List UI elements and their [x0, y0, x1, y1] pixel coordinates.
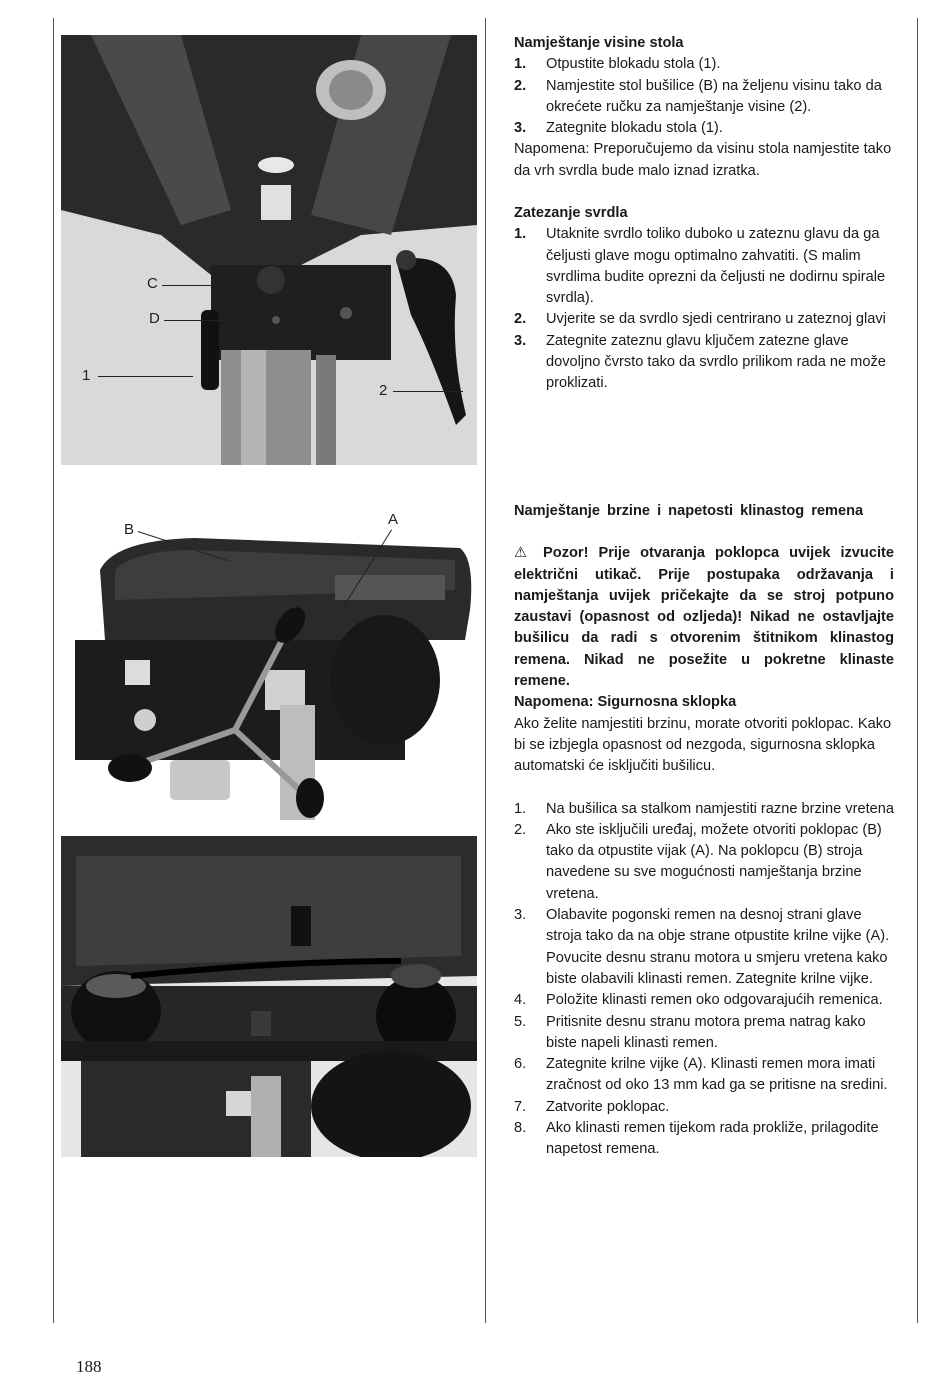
steps-drill-bit — [514, 224, 894, 394]
list-item: 3. Zategnite zateznu glavu ključem zatezne glave dovoljno čvrsto tako da svrdlo prilikom rada ne može proklizati. — [514, 332, 886, 392]
note-title-safety-switch: Napomena: Sigurnosna sklopka — [514, 694, 737, 711]
list-item: 6. Zategnite krilne vijke (A). Klinasti remen mora imati zračnost od oko 13 mm kad ga se pritisne na sredini. — [514, 1056, 888, 1094]
photo-belt-cover-open — [61, 836, 477, 1157]
steps-speed-belt — [514, 799, 894, 1161]
list-item: 3. Zategnite blokadu stola (1). — [514, 120, 723, 137]
callout-label-d: D — [149, 310, 160, 327]
list-item: 3. Olabavite pogonski remen na desnoj strani glave stroja tako da na obje strane otpustite krilne vijke (A). Povucite desnu stranu motora u smjeru vretena kako biste olabavili klinasti remen. Zategnite krilne vijke. — [514, 907, 890, 987]
photo-drill-head — [75, 530, 475, 820]
list-item: 2. Namjestite stol bušilice (B) na željenu visinu tako da okrećete ručku za namještanje visine (2). — [514, 77, 882, 115]
list-item: 1. Na bušilica sa stalkom namjestiti razne brzine vretena — [514, 800, 894, 817]
list-item: 8. Ako klinasti remen tijekom rada prokliže, prilagodite napetost remena. — [514, 1120, 879, 1158]
callout-line-2 — [393, 391, 463, 392]
list-item: 2. Ako ste isključili uređaj, možete otvoriti poklopac (B) tako da otpustite vijak (A). Na poklopcu (B) stroja navedene su sve mogućnosti namještanja brzine vretena. — [514, 821, 882, 902]
list-item: 7. Zatvorite poklopac. — [514, 1098, 670, 1115]
page-number: 188 — [76, 1357, 102, 1376]
steps-table-height — [514, 54, 894, 139]
list-item: 1. Otpustite blokadu stola (1). — [514, 56, 721, 73]
callout-line-d — [164, 320, 269, 321]
note-safety-switch: Ako želite namjestiti brzinu, morate otvoriti poklopac. Kako bi se izbjegla opasnost od nezgoda, sigurnosna sklopka automatski će isključiti bušilicu. — [514, 715, 892, 775]
left-margin-line — [53, 18, 54, 1323]
callout-line-c — [162, 285, 257, 286]
section-title-speed-belt: Namještanje brzine i napetosti klinastog remena — [514, 503, 864, 519]
callout-label-2: 2 — [379, 382, 388, 399]
callout-label-a: A — [388, 511, 399, 528]
photo-table-lock — [61, 35, 477, 465]
list-item: 4. Položite klinasti remen oko odgovarajućih remenica. — [514, 992, 883, 1009]
callout-label-c: C — [147, 275, 158, 292]
callout-label-b: B — [124, 521, 135, 538]
section-speed-belt — [514, 501, 894, 1161]
section-title-table-height: Namještanje visine stola — [514, 35, 684, 51]
section-table-height — [514, 33, 894, 182]
warning-text: ⚠ Pozor! Prije otvaranja poklopca uvijek izvucite električni utikač. Prije postupaka održavanja i namještanja uvijek pričekajte da se stroj potpuno zaustavi (opasnost od ozljeda)! Nikad ne ostavljajte bušilicu da radi s otvorenim štitnikom klinastog remena. Nikad ne posežite u pokretne klinaste remene. — [514, 545, 894, 690]
section-title-drill-bit: Zatezanje svrdla — [514, 205, 628, 221]
list-item: 1. Utaknite svrdlo toliko duboko u zateznu glavu da ga čeljusti glave mogu optimalno zahvatiti. (S malim svrdlima budite oprezni da čeljusti ne dodirnu spirale svrdla). — [514, 226, 886, 307]
callout-line-1 — [98, 376, 193, 377]
note-table-height: Napomena: Preporučujemo da visinu stola namjestite tako da vrh svrdla bude malo iznad izratka. — [514, 141, 892, 179]
column-divider-line — [485, 18, 486, 1323]
list-item: 2. Uvjerite se da svrdlo sjedi centrirano u zateznoj glavi — [514, 311, 886, 328]
section-drill-bit — [514, 203, 894, 395]
right-margin-line — [917, 18, 918, 1323]
list-item: 5. Pritisnite desnu stranu motora prema natrag kako biste napeli klinasti remen. — [514, 1013, 866, 1051]
callout-label-1: 1 — [82, 367, 91, 384]
